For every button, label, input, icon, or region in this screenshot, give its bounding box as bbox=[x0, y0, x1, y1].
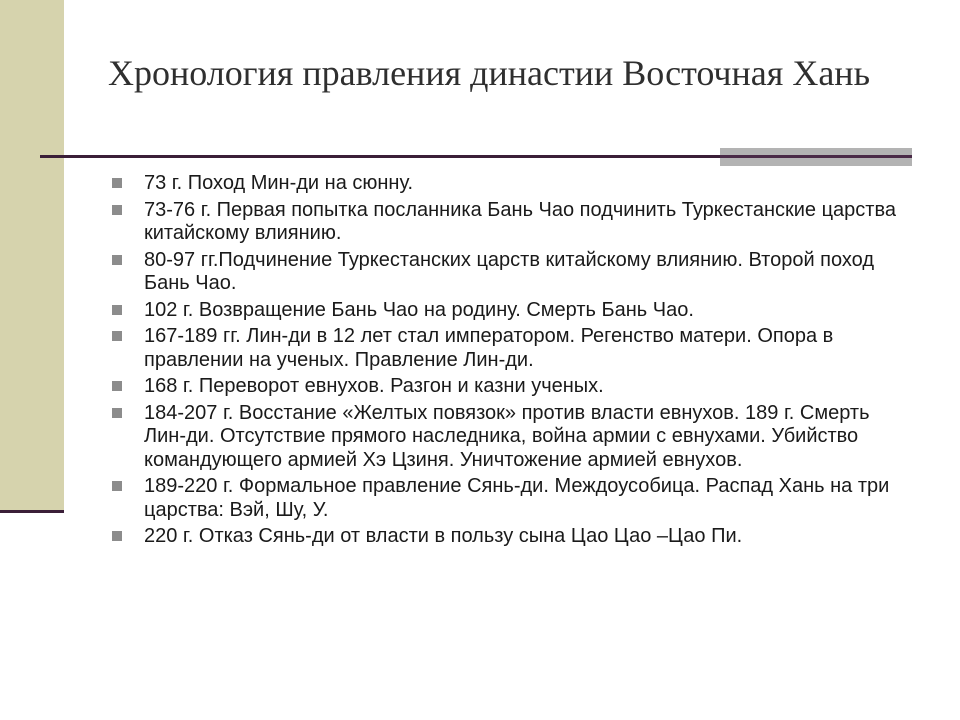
list-item bbox=[112, 325, 902, 372]
list-item-text: 167-189 гг. Лин-ди в 12 лет стал императором. Регенство матери. Опора в правлении на ученых. Правление Лин-ди. bbox=[144, 325, 834, 371]
slide-title: Хронология правления династии Восточная Хань bbox=[108, 53, 870, 93]
list-item-text: 184-207 г. Восстание «Желтых повязок» против власти евнухов. 189 г. Смерть Лин-ди. Отсутствие прямого наследника, война армии с евнухами. Убийство командующего армией Хэ Цзиня. Уничтожение армией евнухов. bbox=[144, 401, 870, 471]
square-bullet-icon bbox=[112, 331, 122, 341]
square-bullet-icon bbox=[112, 381, 122, 391]
square-bullet-icon bbox=[112, 255, 122, 265]
timeline-list bbox=[112, 172, 902, 552]
square-bullet-icon bbox=[112, 205, 122, 215]
list-item-text: 168 г. Переворот евнухов. Разгон и казни ученых. bbox=[144, 375, 604, 397]
list-item-text: 102 г. Возвращение Бань Чао на родину. Смерть Бань Чао. bbox=[144, 298, 694, 321]
square-bullet-icon bbox=[112, 408, 122, 418]
list-item bbox=[112, 475, 902, 522]
list-item bbox=[112, 402, 902, 473]
side-band-divider bbox=[0, 510, 64, 513]
square-bullet-icon bbox=[112, 481, 122, 491]
list-item bbox=[112, 299, 902, 323]
list-item-text: 73-76 г. Первая попытка посланника Бань Чао подчинить Туркестанские царства китайскому влиянию. bbox=[144, 198, 896, 244]
list-item-text: 73 г. Поход Мин-ди на сюнну. bbox=[144, 172, 414, 194]
square-bullet-icon bbox=[112, 531, 122, 541]
list-item bbox=[112, 172, 902, 196]
list-item-text: 220 г. Отказ Сянь-ди от власти в пользу сына Цао Цао –Цао Пи. bbox=[144, 525, 743, 547]
list-item-text: 189-220 г. Формальное правление Сянь-ди. Междоусобица. Распад Хань на три царства: Вэй, Шу, У. bbox=[144, 475, 890, 521]
square-bullet-icon bbox=[112, 178, 122, 188]
square-bullet-icon bbox=[112, 305, 122, 315]
list-item bbox=[112, 249, 902, 296]
list-item-text: 80-97 гг.Подчинение Туркестанских царств китайскому влиянию. Второй поход Бань Чао. bbox=[144, 248, 875, 294]
side-decor-band bbox=[0, 0, 64, 512]
title-accent-stripe bbox=[720, 155, 912, 158]
list-item bbox=[112, 199, 902, 246]
list-item bbox=[112, 525, 902, 549]
list-item bbox=[112, 375, 902, 399]
